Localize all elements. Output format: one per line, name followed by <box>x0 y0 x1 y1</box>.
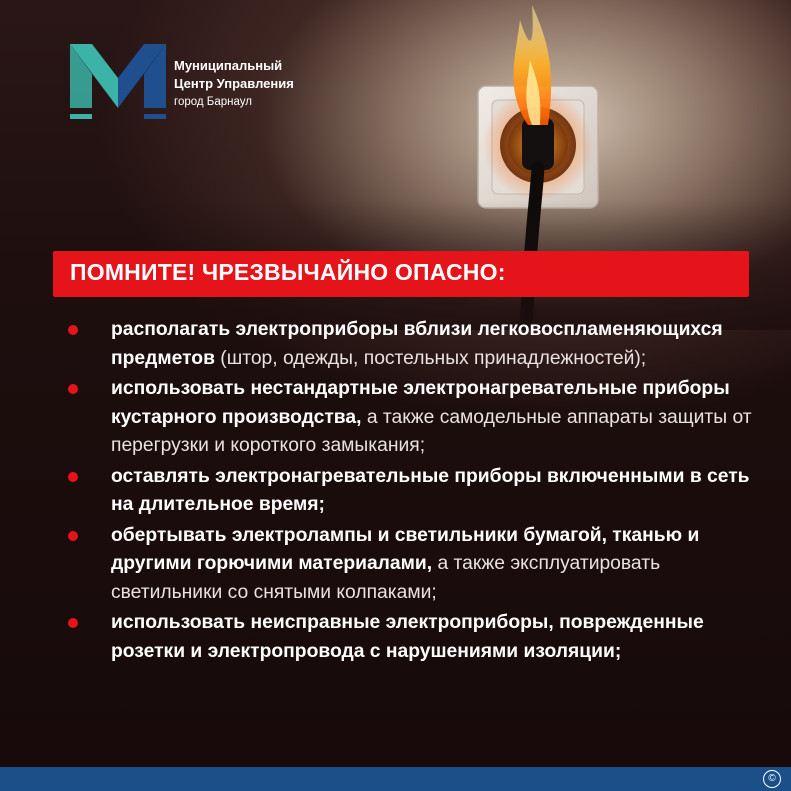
footer-bar <box>0 767 791 791</box>
item-regular-text: а также самодельные аппараты защиты от перегрузки и короткого замыкания; <box>111 406 752 456</box>
list-item <box>68 463 758 520</box>
item-bold-text: обертывать электролампы и светильники бумагой, тканью и другими горючими материалами, <box>111 524 700 574</box>
danger-list <box>68 316 758 668</box>
list-item <box>68 375 758 461</box>
bullet-icon <box>68 325 78 335</box>
bullet-icon <box>68 384 78 394</box>
list-item <box>68 522 758 608</box>
item-bold-text: использовать нестандартные электронагревательные приборы кустарного производства, <box>111 378 730 428</box>
warning-banner <box>53 251 749 297</box>
logo-text <box>174 57 294 111</box>
item-regular-text: (штор, одежды, постельных принадлежностей); <box>214 347 647 369</box>
mcu-logo-icon <box>70 44 166 124</box>
bullet-icon <box>68 472 78 482</box>
banner-title: ПОМНИТЕ! ЧРЕЗВЫЧАЙНО ОПАСНО: <box>70 259 506 285</box>
item-bold-text: оставлять электронагревательные приборы включенными в сеть на длительное время; <box>111 465 750 515</box>
bullet-icon <box>68 618 78 628</box>
logo <box>70 44 294 124</box>
logo-line-1: Муниципальный <box>174 58 283 73</box>
list-item <box>68 609 758 666</box>
item-regular-text: а также эксплуатировать светильники со снятыми колпаками; <box>111 553 661 603</box>
bullet-icon <box>68 531 78 541</box>
copyright-circle-icon: © <box>763 770 781 788</box>
logo-line-3: город Барнаул <box>174 96 252 108</box>
item-bold-text: располагать электроприборы вблизи легковоспламеняющихся предметов <box>111 319 723 369</box>
logo-line-2: Центр Управления <box>174 76 294 91</box>
list-item <box>68 316 758 373</box>
item-bold-text: использовать неисправные электроприборы, поврежденные розетки и электропровода с нарушениями изоляции; <box>111 612 704 662</box>
